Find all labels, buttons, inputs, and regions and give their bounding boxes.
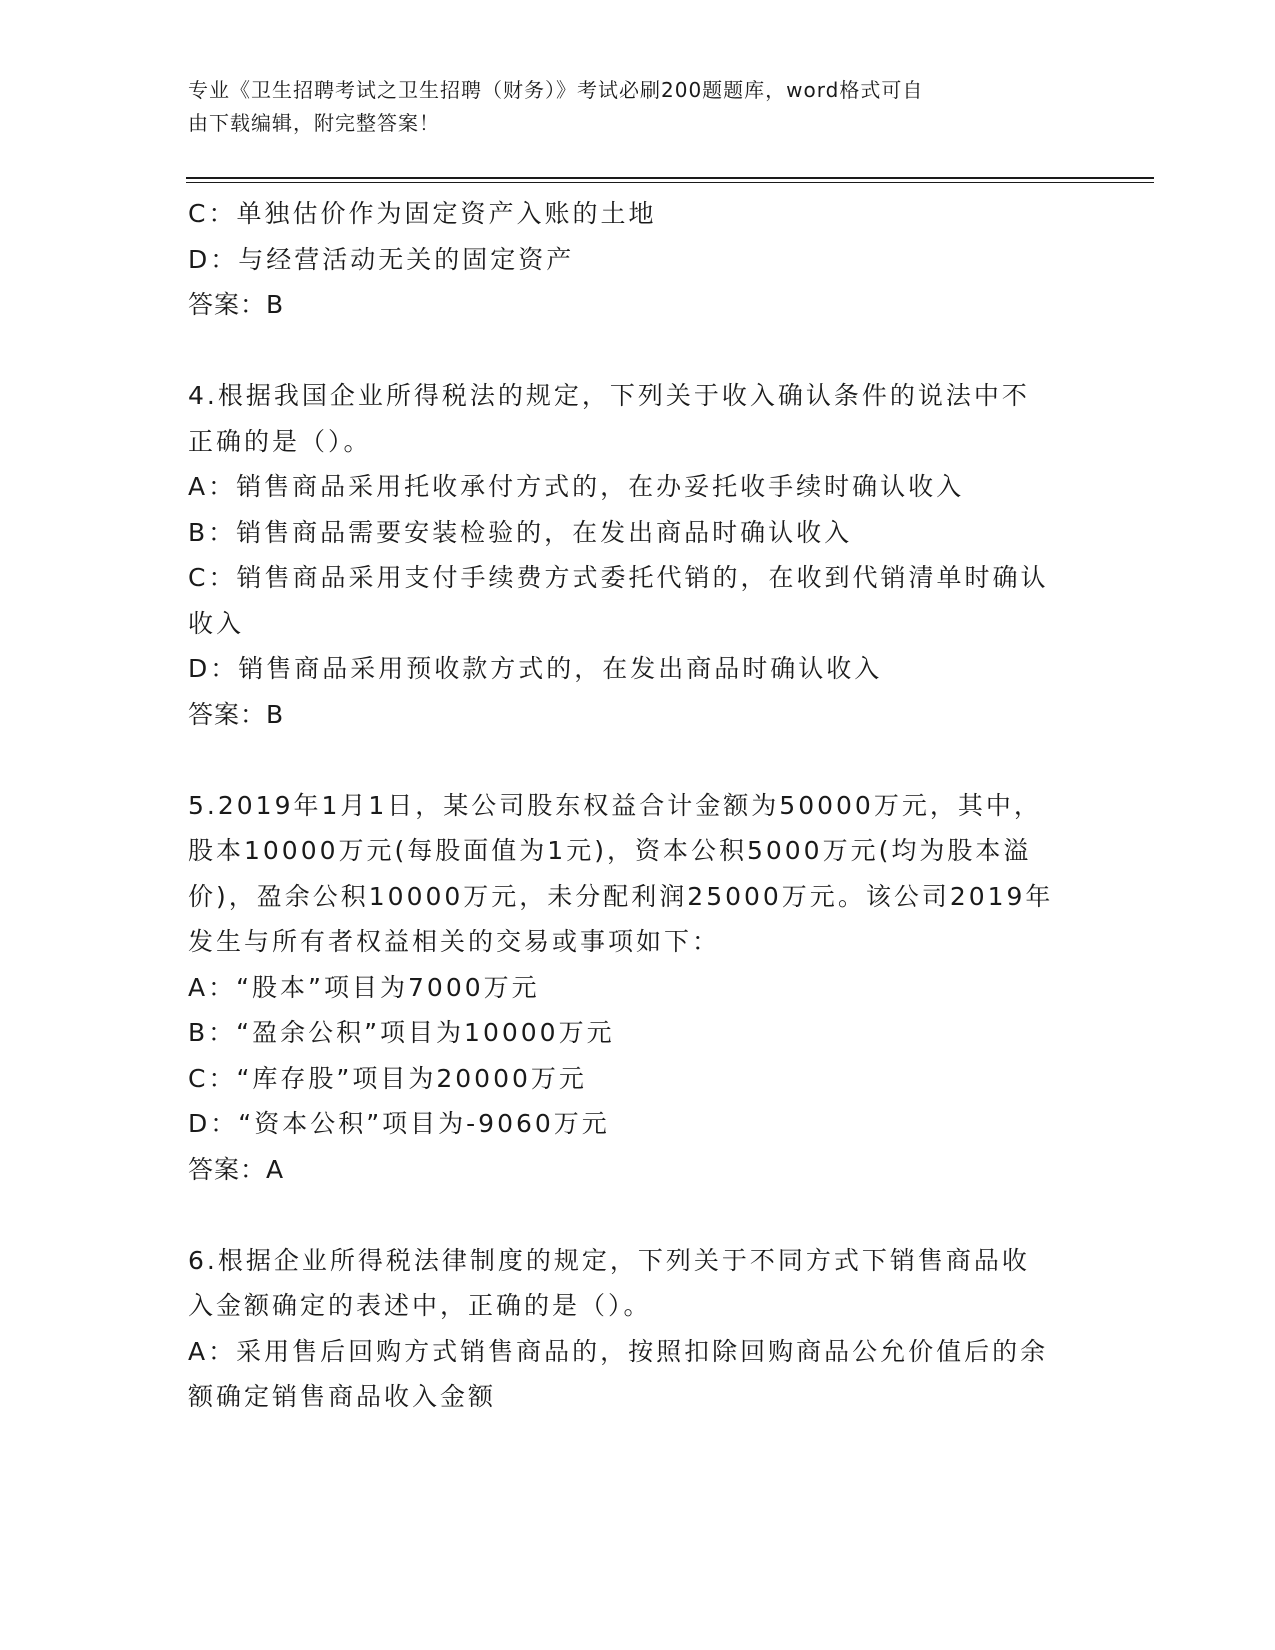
- header-title-line-1: 专业《卫生招聘考试之卫生招聘（财务）》考试必刷200题题库，word格式可自: [188, 78, 924, 102]
- q6-option-a-line-1: A：采用售后回购方式销售商品的，按照扣除回购商品公允价值后的余: [188, 1336, 1049, 1366]
- q4-option-b: B：销售商品需要安装检验的，在发出商品时确认收入: [188, 517, 853, 547]
- spacer: [188, 1192, 1078, 1238]
- q6-stem-line-2: 入金额确定的表述中，正确的是（）。: [188, 1291, 652, 1320]
- q5-option-b: B：“盈余公积”项目为10000万元: [188, 1018, 615, 1047]
- spacer: [188, 737, 1078, 783]
- q6-option-a-line-2: 额确定销售商品收入金额: [188, 1382, 497, 1411]
- question-3-tail: [188, 191, 1078, 328]
- q4-option-c-line-1: C：销售商品采用支付手续费方式委托代销的，在收到代销清单时确认: [188, 563, 1049, 592]
- q5-stem-line-2: 股本10000万元(每股面值为1元)，资本公积5000万元(均为股本溢: [188, 836, 1032, 865]
- question-5: [188, 783, 1078, 1193]
- q4-answer: 答案：B: [188, 699, 285, 729]
- q4-stem-line-1: 4.根据我国企业所得税法的规定，下列关于收入确认条件的说法中不: [188, 381, 1030, 410]
- q5-stem-line-1: 5.2019年1月1日，某公司股东权益合计金额为50000万元，其中，: [188, 790, 1042, 820]
- q5-stem-line-4: 发生与所有者权益相关的交易或事项如下：: [188, 927, 721, 956]
- q6-stem-line-1: 6.根据企业所得税法律制度的规定，下列关于不同方式下销售商品收: [188, 1245, 1030, 1275]
- q5-option-c: C：“库存股”项目为20000万元: [188, 1063, 587, 1093]
- q4-option-d: D：销售商品采用预收款方式的，在发出商品时确认收入: [188, 654, 883, 683]
- q5-stem-line-3: 价)，盈余公积10000万元，未分配利润25000万元。该公司2019年: [188, 881, 1054, 911]
- q3-option-d: D：与经营活动无关的固定资产: [188, 244, 575, 274]
- document-body: [188, 191, 1078, 1420]
- q4-stem-line-2: 正确的是（）。: [188, 426, 372, 456]
- question-4: [188, 373, 1078, 737]
- q3-option-c: C：单独估价作为固定资产入账的土地: [188, 199, 657, 228]
- question-6: [188, 1238, 1078, 1420]
- q4-option-c-line-2: 收入: [188, 608, 245, 638]
- q5-option-a: A：“股本”项目为7000万元: [188, 972, 540, 1002]
- spacer: [188, 328, 1078, 374]
- q5-option-d: D：“资本公积”项目为-9060万元: [188, 1109, 610, 1138]
- q5-answer: 答案：A: [188, 1154, 285, 1184]
- header-divider-thick: [186, 177, 1154, 179]
- header-title-line-2: 由下载编辑，附完整答案！: [188, 111, 440, 135]
- document-header: [188, 74, 1068, 140]
- q3-answer: 答案：B: [188, 290, 285, 319]
- header-divider-thin: [186, 182, 1154, 183]
- q4-option-a: A：销售商品采用托收承付方式的，在办妥托收手续时确认收入: [188, 472, 965, 501]
